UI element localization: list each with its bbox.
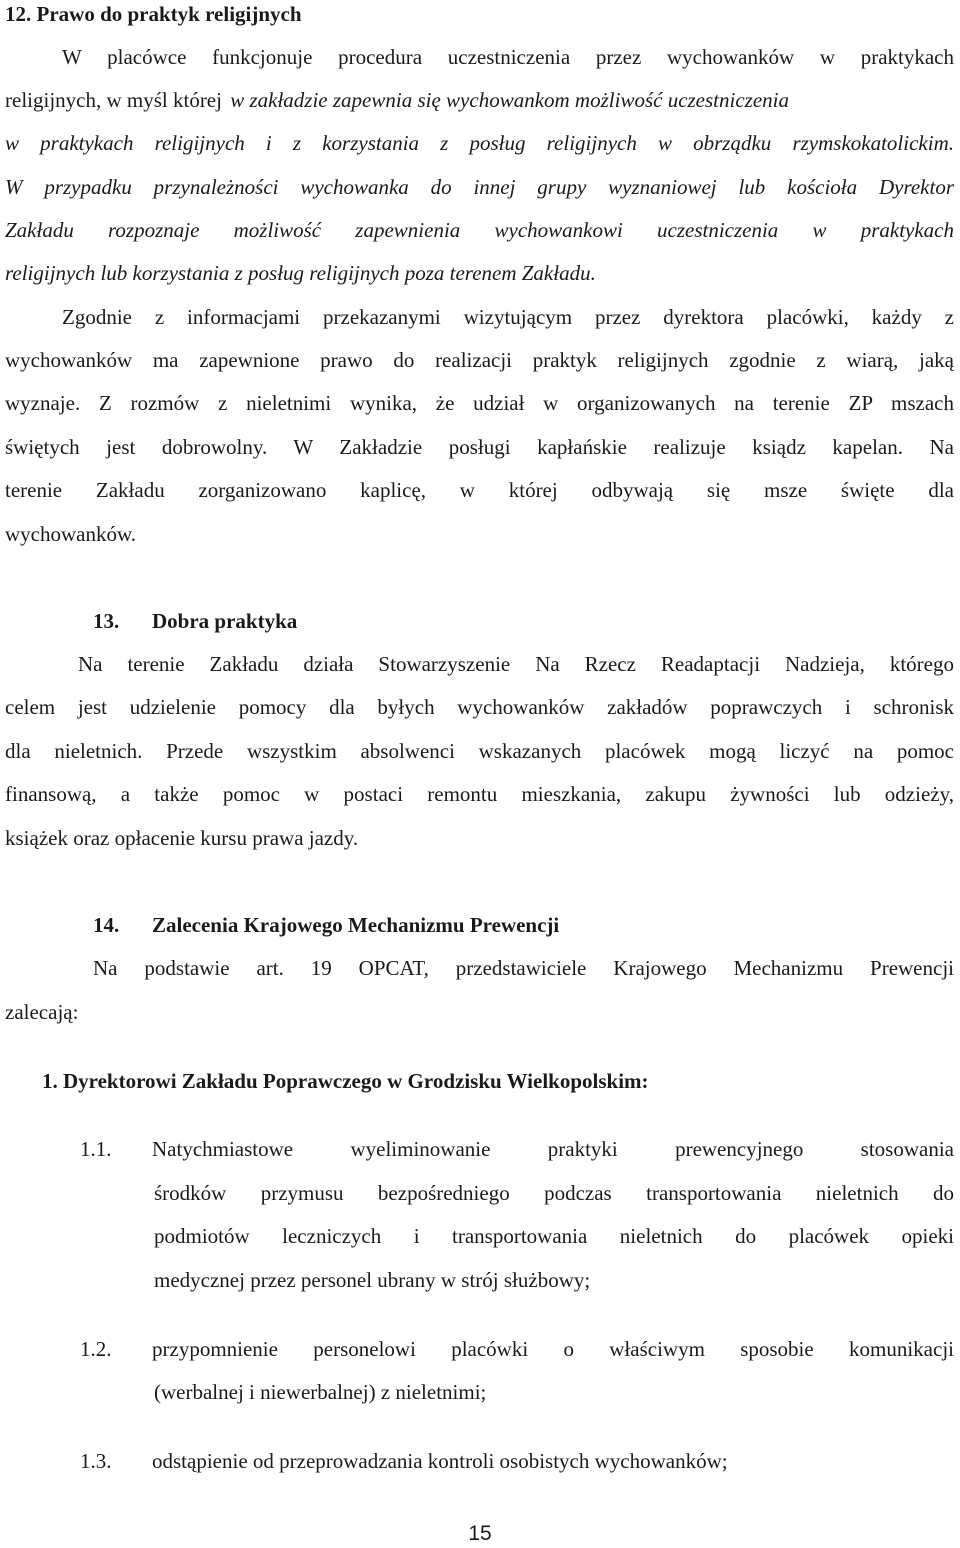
item-number: 1.3. — [80, 1449, 112, 1473]
recommendations-heading: 1. Dyrektorowi Zakładu Poprawczego w Grodzisku Wielkopolskim: — [42, 1069, 649, 1093]
paragraph-line: Zgodnie z informacjami przekazanymi wizytującym przez dyrektora placówki, każdy z — [62, 305, 954, 329]
paragraph-line: celem jest udzielenie pomocy dla byłych wychowanków zakładów poprawczych i schronisk — [5, 695, 954, 719]
item-number: 1.1. — [80, 1137, 112, 1161]
item-line: podmiotów leczniczych i transportowania nieletnich do placówek opieki — [154, 1224, 954, 1248]
paragraph-line: W placówce funkcjonuje procedura uczestniczenia przez wychowanków w praktykach — [62, 45, 954, 69]
section-12-heading: 12. Prawo do praktyk religijnych — [5, 2, 302, 26]
text-run: religijnych, w myśl której — [5, 88, 222, 112]
paragraph-line: Na terenie Zakładu działa Stowarzyszenie Na Rzecz Readaptacji Nadzieja, którego — [78, 652, 954, 676]
item-number: 1.2. — [80, 1337, 112, 1361]
paragraph-line: wychowanków. — [5, 522, 137, 546]
paragraph-line — [5, 86, 954, 114]
item-line: odstąpienie od przeprowadzania kontroli osobistych wychowanków; — [152, 1449, 728, 1473]
paragraph-line: finansową, a także pomoc w postaci remontu mieszkania, zakupu żywności lub odzieży, — [5, 782, 954, 806]
section-13-heading: Dobra praktyka — [152, 609, 298, 633]
paragraph-line: W przypadku przynależności wychowanka do innej grupy wyznaniowej lub kościoła Dyrektor — [5, 175, 954, 199]
item-line: (werbalnej i niewerbalnej) z nieletnimi; — [154, 1380, 487, 1404]
paragraph-line: religijnych lub korzystania z posług religijnych poza terenem Zakładu. — [5, 261, 596, 285]
page-number: 15 — [468, 1522, 492, 1545]
item-line: środków przymusu bezpośredniego podczas transportowania nieletnich do — [154, 1181, 954, 1205]
item-line: przypomnienie personelowi placówki o właściwym sposobie komunikacji — [152, 1337, 954, 1361]
item-line: medycznej przez personel ubrany w strój służbowy; — [154, 1268, 591, 1292]
section-13-number: 13. — [93, 609, 120, 633]
paragraph-line: wyznaje. Z rozmów z nieletnimi wynika, że udział w organizowanych na terenie ZP mszach — [5, 391, 954, 415]
paragraph-line: książek oraz opłacenie kursu prawa jazdy. — [5, 826, 359, 850]
paragraph-line: dla nieletnich. Przede wszystkim absolwenci wskazanych placówek mogą liczyć na pomoc — [5, 739, 954, 763]
paragraph-line: świętych jest dobrowolny. W Zakładzie posługi kapłańskie realizuje ksiądz kapelan. Na — [5, 435, 954, 459]
paragraph-line: wychowanków ma zapewnione prawo do realizacji praktyk religijnych zgodnie z wiarą, jaką — [5, 348, 954, 372]
paragraph-line: terenie Zakładu zorganizowano kaplicę, w której odbywają się msze święte dla — [5, 478, 954, 502]
paragraph-line: zalecają: — [5, 1000, 79, 1024]
item-line: Natychmiastowe wyeliminowanie praktyki prewencyjnego stosowania — [152, 1137, 954, 1161]
paragraph-line: Zakładu rozpoznaje możliwość zapewnienia wychowankowi uczestniczenia w praktykach — [5, 218, 954, 242]
paragraph-line: w praktykach religijnych i z korzystania z posług religijnych w obrządku rzymskokatolickim. — [5, 131, 954, 155]
paragraph-line: Na podstawie art. 19 OPCAT, przedstawiciele Krajowego Mechanizmu Prewencji — [93, 956, 954, 980]
italic-text-run: w zakładzie zapewnia się wychowankom możliwość uczestniczenia — [230, 88, 789, 112]
section-14-heading: Zalecenia Krajowego Mechanizmu Prewencji — [152, 913, 560, 937]
section-14-number: 14. — [93, 913, 120, 937]
